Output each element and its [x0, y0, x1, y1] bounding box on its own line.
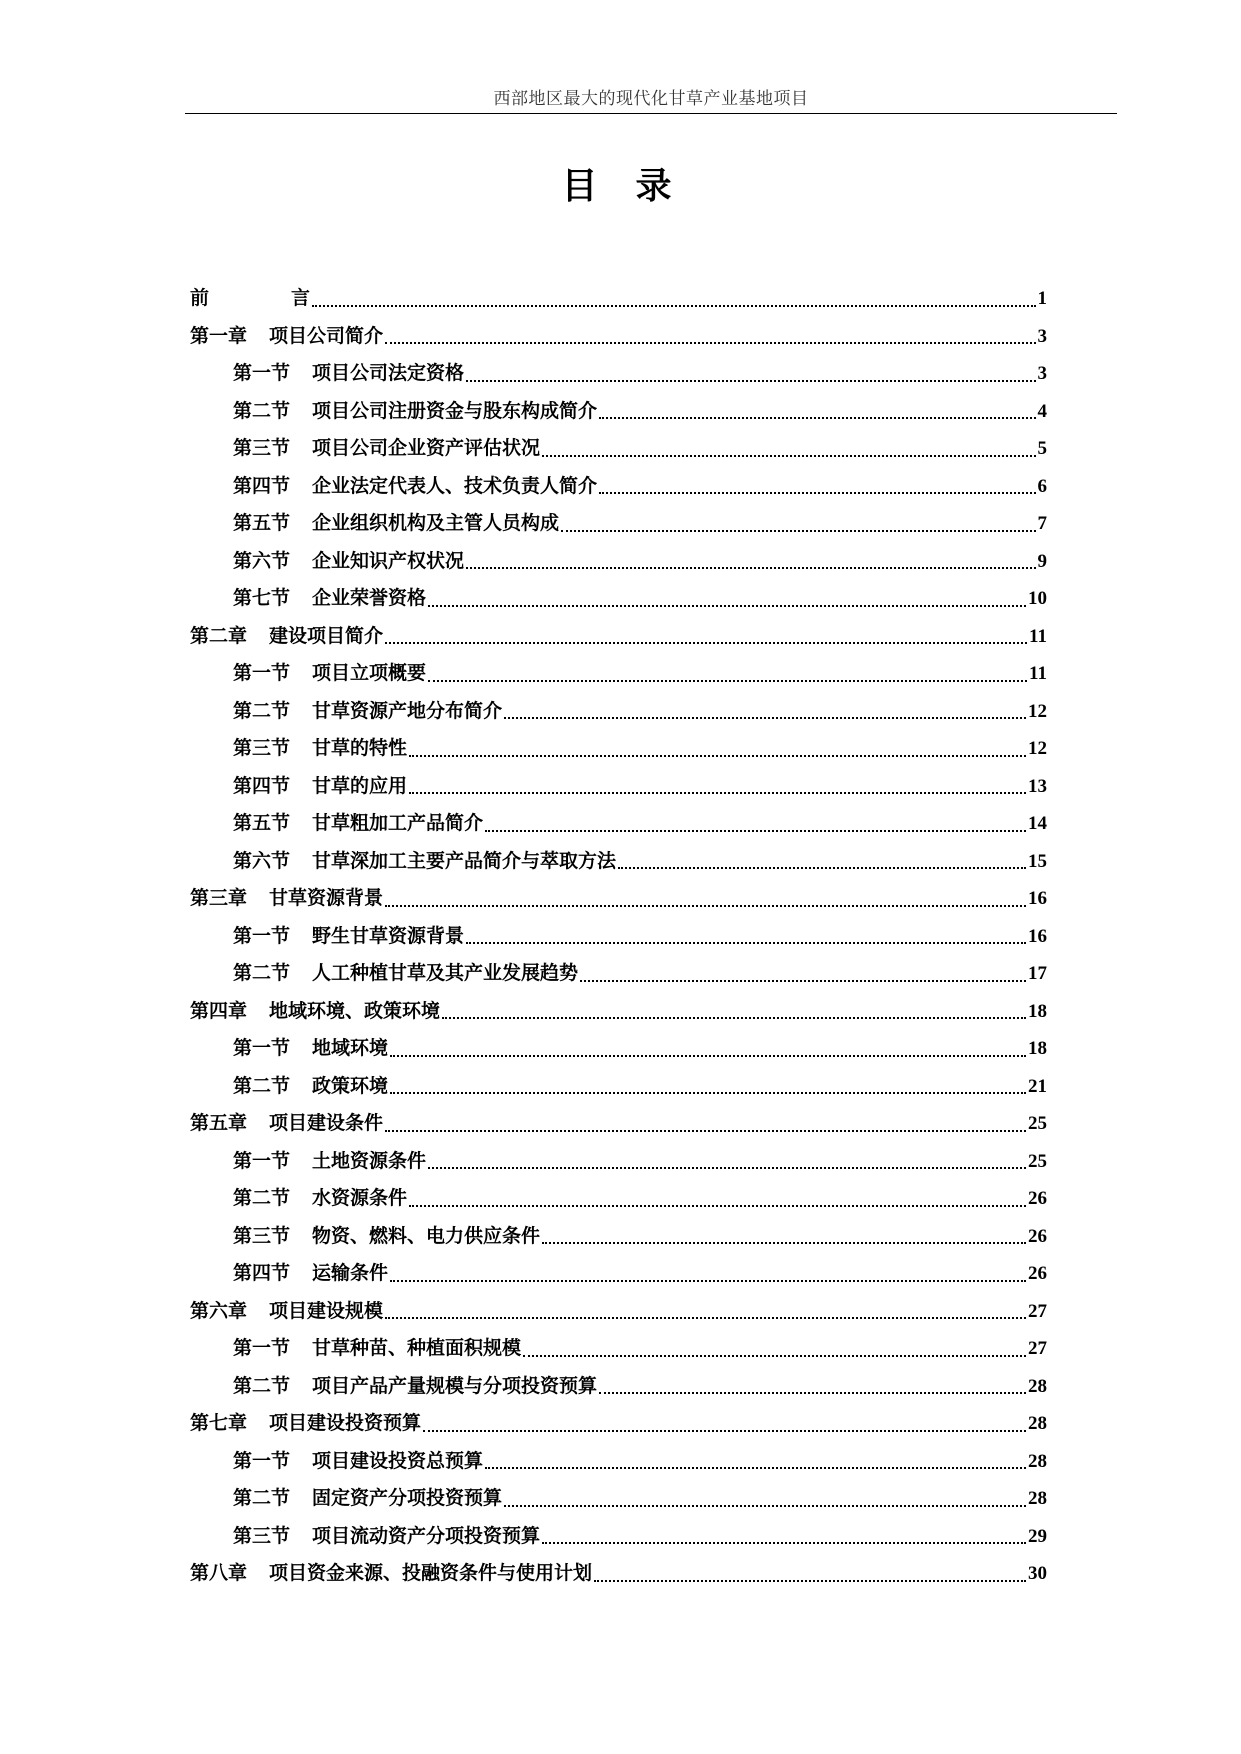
toc-dot-leader — [390, 1280, 1026, 1282]
toc-dot-leader — [409, 755, 1026, 757]
toc-entry-title: 项目公司企业资产评估状况 — [312, 437, 541, 459]
toc-entry-number: 第二节 — [233, 1187, 291, 1209]
toc-page-number: 26 — [1028, 1188, 1047, 1209]
toc-entry-title: 企业知识产权状况 — [312, 549, 465, 572]
toc-entry-number: 第一节 — [233, 1149, 291, 1172]
toc-dot-leader — [599, 492, 1035, 494]
toc-entry-title: 项目建设条件 — [269, 1112, 384, 1134]
toc-entry-title: 地域环境 — [312, 1037, 389, 1059]
toc-entry-title: 企业荣誉资格 — [312, 587, 427, 609]
toc-entry-title: 建设项目简介 — [269, 624, 384, 647]
toc-entry-number: 第一节 — [233, 1037, 291, 1059]
toc-entry-number: 第六节 — [233, 549, 291, 572]
toc-dot-leader — [409, 1205, 1026, 1207]
toc-section-entry[interactable] — [190, 583, 1047, 621]
toc-page-number: 14 — [1028, 813, 1047, 834]
toc-preface-entry[interactable] — [190, 283, 1047, 321]
toc-dot-leader — [428, 680, 1027, 682]
toc-section-entry[interactable] — [190, 396, 1047, 434]
toc-entry-title: 企业组织机构及主管人员构成 — [312, 512, 560, 534]
toc-dot-leader — [542, 1242, 1026, 1244]
toc-chapter-entry[interactable] — [190, 1296, 1047, 1334]
toc-entry-title: 运输条件 — [312, 1262, 389, 1284]
toc-dot-leader — [594, 1580, 1026, 1582]
toc-page-number: 30 — [1028, 1563, 1047, 1584]
running-header: 西部地区最大的现代化甘草产业基地项目 — [493, 89, 809, 109]
toc-entry-number: 第四节 — [233, 1262, 291, 1284]
toc-chapter-entry[interactable] — [190, 1408, 1047, 1446]
toc-section-entry[interactable] — [190, 1258, 1047, 1296]
toc-entry-title: 项目建设规模 — [269, 1299, 384, 1322]
toc-entry-number: 第一章 — [190, 324, 248, 347]
toc-entry-title: 项目建设投资总预算 — [312, 1449, 484, 1472]
toc-entry-title: 人工种植甘草及其产业发展趋势 — [312, 962, 579, 984]
toc-dot-leader — [409, 792, 1026, 794]
toc-page-number: 27 — [1028, 1300, 1047, 1322]
toc-entry-title: 政策环境 — [312, 1074, 389, 1097]
toc-dot-leader — [523, 1355, 1026, 1357]
toc-section-entry[interactable] — [190, 846, 1047, 884]
toc-entry-number: 第三节 — [233, 1224, 291, 1247]
toc-page-number: 16 — [1028, 925, 1047, 947]
toc-entry-title: 甘草的应用 — [312, 774, 408, 797]
toc-page-number: 28 — [1028, 1488, 1047, 1509]
toc-section-entry[interactable] — [190, 733, 1047, 771]
toc-dot-leader — [385, 342, 1035, 344]
toc-entry-title: 甘草的特性 — [312, 737, 408, 759]
toc-page-number: 6 — [1037, 475, 1047, 497]
toc-section-entry[interactable] — [190, 508, 1047, 546]
toc-entry-number: 第三节 — [233, 737, 291, 759]
toc-page-number: 18 — [1028, 1038, 1047, 1059]
toc-entry-number: 第二节 — [233, 962, 291, 984]
toc-entry-number: 第三节 — [233, 437, 291, 459]
toc-page-number: 15 — [1028, 850, 1047, 872]
toc-chapter-entry[interactable] — [190, 1108, 1047, 1146]
toc-dot-leader — [542, 455, 1035, 457]
toc-chapter-entry[interactable] — [190, 883, 1047, 921]
toc-entry-number: 第二章 — [190, 624, 248, 647]
toc-page-number: 28 — [1028, 1375, 1047, 1397]
toc-page-number: 11 — [1029, 663, 1047, 684]
toc-entry-title: 地域环境、政策环境 — [269, 999, 441, 1022]
toc-section-entry[interactable] — [190, 958, 1047, 996]
toc-dot-leader — [428, 1167, 1026, 1169]
toc-entry-title: 言 — [291, 287, 311, 309]
toc-dot-leader — [561, 530, 1035, 532]
toc-section-entry[interactable] — [190, 471, 1047, 509]
toc-entry-number: 第六章 — [190, 1299, 248, 1322]
toc-page-number: 16 — [1028, 888, 1047, 909]
toc-chapter-entry[interactable] — [190, 321, 1047, 359]
toc-section-entry[interactable] — [190, 658, 1047, 696]
toc-entry-title: 水资源条件 — [312, 1187, 408, 1209]
toc-page-number: 17 — [1028, 963, 1047, 984]
toc-entry-number: 第三节 — [233, 1524, 291, 1547]
toc-section-entry[interactable] — [190, 808, 1047, 846]
toc-page-number: 12 — [1028, 700, 1047, 722]
toc-entry-title: 项目资金来源、投融资条件与使用计划 — [269, 1562, 593, 1584]
toc-dot-leader — [485, 830, 1026, 832]
toc-dot-leader — [442, 1017, 1026, 1019]
toc-dot-leader — [542, 1542, 1026, 1544]
toc-section-entry[interactable] — [190, 921, 1047, 959]
toc-section-entry[interactable] — [190, 358, 1047, 396]
toc-entry-number: 第二节 — [233, 399, 291, 422]
toc-entry-title: 土地资源条件 — [312, 1149, 427, 1172]
toc-entry-number: 第七节 — [233, 587, 291, 609]
toc-entry-number: 第一节 — [233, 1449, 291, 1472]
toc-entry-title: 项目公司简介 — [269, 324, 384, 347]
toc-entry-number: 第四章 — [190, 999, 248, 1022]
toc-page-number: 11 — [1029, 625, 1047, 647]
toc-entry-title: 甘草粗加工产品简介 — [312, 812, 484, 834]
toc-page-number: 4 — [1037, 400, 1047, 422]
toc-page-number: 26 — [1028, 1225, 1047, 1247]
toc-entry-title: 甘草资源背景 — [269, 887, 384, 909]
toc-dot-leader — [385, 1130, 1026, 1132]
toc-page-number: 12 — [1028, 738, 1047, 759]
toc-entry-number: 第五章 — [190, 1112, 248, 1134]
toc-section-entry[interactable] — [190, 696, 1047, 734]
toc-dot-leader — [385, 905, 1026, 907]
toc-page-number: 25 — [1028, 1150, 1047, 1172]
toc-entry-title: 甘草种苗、种植面积规模 — [312, 1337, 522, 1359]
header-rule — [185, 113, 1117, 114]
toc-section-entry[interactable] — [190, 1071, 1047, 1109]
toc-page-number: 1 — [1037, 288, 1047, 309]
toc-entry-title: 项目公司注册资金与股东构成简介 — [312, 399, 598, 422]
toc-entry-number: 第二节 — [233, 1487, 291, 1509]
toc-entry-title: 甘草深加工主要产品简介与萃取方法 — [312, 849, 617, 872]
toc-section-entry[interactable] — [190, 433, 1047, 471]
toc-page-number: 18 — [1028, 1000, 1047, 1022]
toc-dot-leader — [428, 605, 1026, 607]
toc-entry-number: 第二节 — [233, 1074, 291, 1097]
toc-dot-leader — [599, 417, 1035, 419]
toc-page-number: 21 — [1028, 1075, 1047, 1097]
toc-page-number: 28 — [1028, 1450, 1047, 1472]
toc-entry-title: 物资、燃料、电力供应条件 — [312, 1224, 541, 1247]
toc-entry-number: 第五节 — [233, 812, 291, 834]
toc-section-entry[interactable] — [190, 1483, 1047, 1521]
toc-entry-number: 第三章 — [190, 887, 248, 909]
toc-entry-number: 第二节 — [233, 699, 291, 722]
toc-section-entry[interactable] — [190, 1183, 1047, 1221]
toc-page-number: 10 — [1028, 588, 1047, 609]
toc-entry-number: 第四节 — [233, 474, 291, 497]
toc-dot-leader — [390, 1055, 1026, 1057]
toc-dot-leader — [466, 567, 1035, 569]
toc-section-entry[interactable] — [190, 1033, 1047, 1071]
toc-entry-title: 野生甘草资源背景 — [312, 924, 465, 947]
toc-entry-title: 项目公司法定资格 — [312, 362, 465, 384]
toc-section-entry[interactable] — [190, 546, 1047, 584]
toc-section-entry[interactable] — [190, 1221, 1047, 1259]
toc-section-entry[interactable] — [190, 1371, 1047, 1409]
toc-page-number: 29 — [1028, 1525, 1047, 1547]
toc-dot-leader — [618, 867, 1026, 869]
toc-entry-number: 第一节 — [233, 1337, 291, 1359]
toc-entry-number: 第一节 — [233, 924, 291, 947]
toc-page-number: 3 — [1037, 363, 1047, 384]
toc-chapter-entry[interactable] — [190, 996, 1047, 1034]
toc-entry-title: 企业法定代表人、技术负责人简介 — [312, 474, 598, 497]
toc-dot-leader — [504, 1505, 1026, 1507]
toc-entry-number: 前 — [190, 287, 210, 309]
toc-dot-leader — [485, 1467, 1026, 1469]
toc-page-number: 3 — [1037, 325, 1047, 347]
toc-entry-number: 第五节 — [233, 512, 291, 534]
toc-entry-title: 项目产品产量规模与分项投资预算 — [312, 1374, 598, 1397]
toc-chapter-entry[interactable] — [190, 1558, 1047, 1596]
toc-dot-leader — [385, 642, 1027, 644]
toc-entry-title: 甘草资源产地分布简介 — [312, 699, 503, 722]
toc-entry-number: 第六节 — [233, 849, 291, 872]
toc-dot-leader — [504, 717, 1026, 719]
toc-page-number: 5 — [1037, 438, 1047, 459]
toc-page-number: 26 — [1028, 1263, 1047, 1284]
toc-dot-leader — [385, 1317, 1026, 1319]
toc-dot-leader — [466, 942, 1026, 944]
page-title-char-2: 录 — [635, 166, 680, 207]
toc-entry-number: 第一节 — [233, 362, 291, 384]
table-of-contents — [190, 283, 1047, 1596]
toc-entry-number: 第二节 — [233, 1374, 291, 1397]
toc-page-number: 9 — [1037, 550, 1047, 572]
toc-entry-title: 项目建设投资预算 — [269, 1412, 422, 1434]
toc-dot-leader — [390, 1092, 1026, 1094]
toc-dot-leader — [599, 1392, 1026, 1394]
toc-section-entry[interactable] — [190, 1446, 1047, 1484]
toc-page-number: 13 — [1028, 775, 1047, 797]
toc-entry-number: 第八章 — [190, 1562, 248, 1584]
toc-page-number: 25 — [1028, 1113, 1047, 1134]
toc-page-number: 7 — [1037, 513, 1047, 534]
toc-page-number: 27 — [1028, 1338, 1047, 1359]
toc-entry-number: 第七章 — [190, 1412, 248, 1434]
toc-dot-leader — [312, 305, 1035, 307]
toc-entry-title: 项目立项概要 — [312, 662, 427, 684]
page-title — [0, 158, 1241, 209]
toc-section-entry[interactable] — [190, 1333, 1047, 1371]
toc-entry-number: 第四节 — [233, 774, 291, 797]
page-title-char-1: 目 — [561, 166, 606, 207]
toc-chapter-entry[interactable] — [190, 621, 1047, 659]
toc-entry-number: 第一节 — [233, 662, 291, 684]
toc-dot-leader — [423, 1430, 1026, 1432]
toc-section-entry[interactable] — [190, 1146, 1047, 1184]
toc-section-entry[interactable] — [190, 1521, 1047, 1559]
toc-section-entry[interactable] — [190, 771, 1047, 809]
toc-entry-title: 固定资产分项投资预算 — [312, 1487, 503, 1509]
toc-page-number: 28 — [1028, 1413, 1047, 1434]
toc-dot-leader — [466, 380, 1035, 382]
toc-entry-title: 项目流动资产分项投资预算 — [312, 1524, 541, 1547]
toc-dot-leader — [580, 980, 1026, 982]
